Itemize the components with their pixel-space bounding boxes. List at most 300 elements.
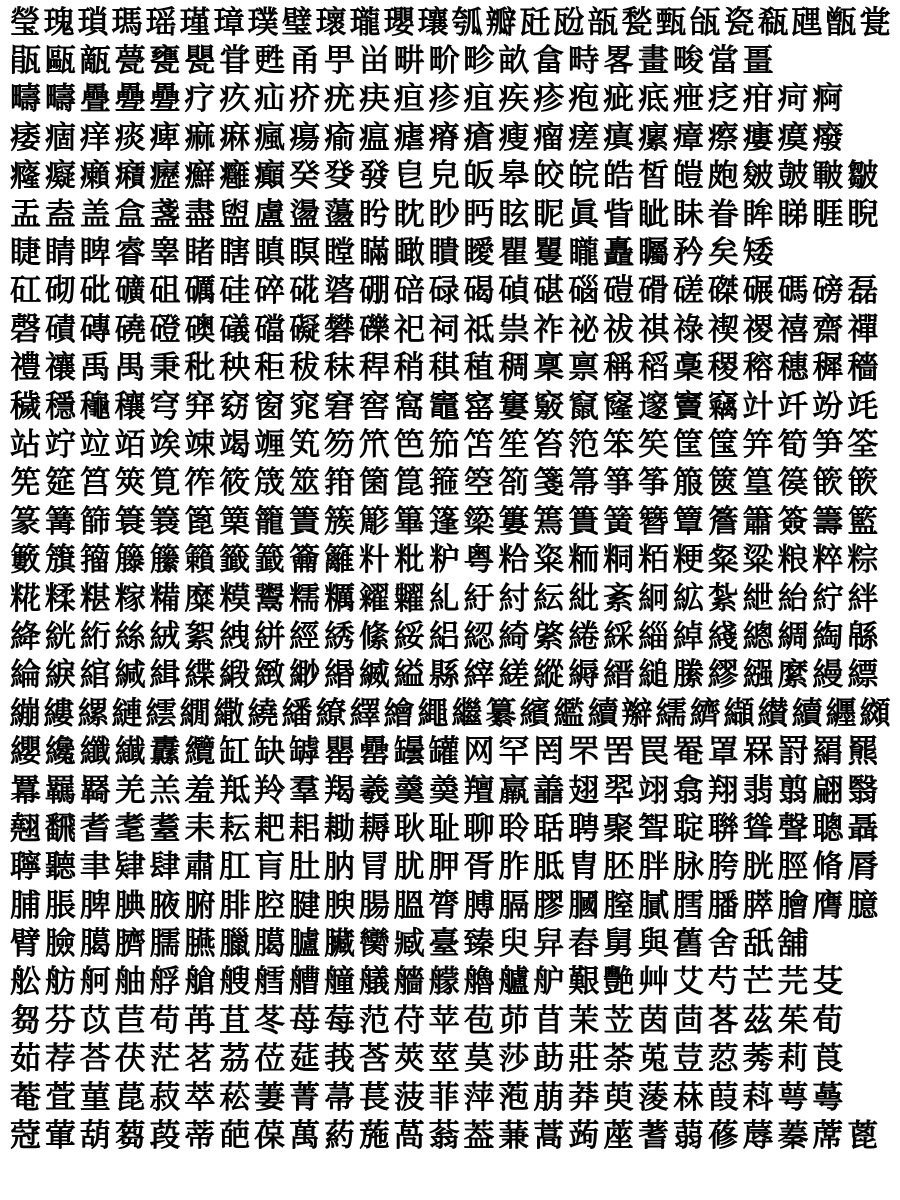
kanji-glyph: 舍	[707, 926, 739, 963]
kanji-glyph: 菲	[428, 1079, 460, 1116]
kanji-glyph: 筝	[637, 465, 669, 502]
kanji-glyph: 痿	[9, 119, 41, 156]
kanji-glyph: 籔	[9, 542, 41, 579]
kanji-glyph: 菻	[672, 1079, 704, 1116]
kanji-glyph: 茣	[463, 1041, 495, 1078]
kanji-glyph: 莅	[254, 1041, 286, 1078]
kanji-glyph: 磅	[812, 273, 844, 310]
kanji-glyph: 膰	[707, 887, 739, 924]
kanji-glyph: 筬	[254, 465, 286, 502]
kanji-glyph: 譱	[533, 772, 565, 809]
kanji-glyph: 睹	[184, 235, 216, 272]
kanji-glyph: 竝	[79, 426, 111, 463]
kanji-glyph: 罨	[672, 734, 704, 771]
kanji-glyph: 臺	[428, 926, 460, 963]
kanji-glyph: 蒭	[114, 1118, 146, 1155]
kanji-glyph: 筰	[184, 465, 216, 502]
kanji-glyph: 萍	[463, 1079, 495, 1116]
kanji-glyph: 礒	[219, 311, 251, 348]
kanji-glyph: 眦	[637, 196, 669, 233]
kanji-glyph: 篦	[184, 503, 216, 540]
kanji-glyph: 綯	[812, 618, 844, 655]
kanji-glyph: 瓔	[383, 4, 415, 41]
kanji-glyph: 龝	[79, 388, 111, 425]
kanji-glyph: 皚	[672, 158, 704, 195]
kanji-glyph: 秧	[219, 350, 251, 387]
kanji-glyph: 礫	[358, 311, 390, 348]
kanji-glyph: 糯	[289, 580, 321, 617]
kanji-glyph: 眤	[533, 196, 565, 233]
kanji-glyph: 礪	[184, 273, 216, 310]
kanji-glyph: 瓖	[417, 4, 449, 41]
kanji-glyph: 畣	[533, 43, 565, 80]
kanji-glyph: 茆	[498, 1002, 530, 1039]
glyph-row	[8, 426, 892, 464]
kanji-glyph: 篩	[79, 503, 111, 540]
kanji-glyph: 縢	[672, 657, 704, 694]
kanji-glyph: 笆	[393, 426, 425, 463]
kanji-glyph: 疊	[79, 81, 111, 118]
kanji-glyph: 緤	[184, 657, 216, 694]
kanji-glyph: 矗	[603, 235, 635, 272]
kanji-glyph: 瓣	[485, 4, 517, 41]
kanji-glyph: 羸	[498, 772, 530, 809]
kanji-glyph: 礙	[289, 311, 321, 348]
kanji-glyph: 羆	[847, 734, 879, 771]
kanji-glyph: 糀	[9, 580, 41, 617]
kanji-glyph: 耄	[114, 810, 146, 847]
kanji-glyph: 矼	[9, 273, 41, 310]
kanji-glyph: 腸	[358, 887, 390, 924]
kanji-glyph: 葮	[149, 1118, 181, 1155]
kanji-glyph: 聰	[812, 810, 844, 847]
kanji-glyph: 篏	[847, 465, 879, 502]
kanji-glyph: 礑	[254, 311, 286, 348]
kanji-glyph: 竦	[184, 426, 216, 463]
kanji-glyph: 糘	[114, 580, 146, 617]
kanji-glyph: 罧	[742, 734, 774, 771]
kanji-glyph: 蘯	[323, 196, 355, 233]
glyph-row	[8, 234, 892, 272]
kanji-glyph: 疴	[777, 81, 809, 118]
kanji-glyph: 礦	[114, 273, 146, 310]
kanji-glyph: 莊	[568, 1041, 600, 1078]
kanji-glyph: 瞠	[323, 235, 355, 272]
kanji-glyph: 蓆	[812, 1118, 844, 1155]
kanji-glyph: 筺	[707, 426, 739, 463]
kanji-glyph: 耡	[323, 810, 355, 847]
kanji-glyph: 疱	[568, 81, 600, 118]
kanji-glyph: 苻	[393, 1002, 425, 1039]
kanji-glyph: 篶	[533, 503, 565, 540]
kanji-glyph: 矜	[672, 235, 704, 272]
kanji-glyph: 聟	[637, 810, 669, 847]
kanji-glyph: 臾	[498, 926, 530, 963]
kanji-glyph: 繧	[145, 695, 177, 732]
kanji-glyph: 聊	[463, 810, 495, 847]
kanji-glyph: 竄	[568, 388, 600, 425]
kanji-glyph: 疹	[428, 81, 460, 118]
kanji-glyph: 眥	[603, 196, 635, 233]
kanji-glyph: 膤	[672, 887, 704, 924]
kanji-glyph: 聳	[742, 810, 774, 847]
kanji-glyph: 瑣	[77, 4, 109, 41]
kanji-glyph: 耨	[358, 810, 390, 847]
kanji-glyph: 籬	[323, 542, 355, 579]
kanji-glyph: 籌	[812, 503, 844, 540]
kanji-glyph: 糶	[393, 580, 425, 617]
kanji-glyph: 疣	[323, 81, 355, 118]
kanji-glyph: 縻	[777, 657, 809, 694]
kanji-glyph: 莚	[289, 1041, 321, 1078]
kanji-glyph: 糺	[428, 580, 460, 617]
kanji-glyph: 皓	[603, 158, 635, 195]
kanji-glyph: 葩	[219, 1118, 251, 1155]
kanji-glyph: 羮	[428, 772, 460, 809]
kanji-glyph: 瘥	[568, 119, 600, 156]
kanji-glyph: 蒄	[9, 1118, 41, 1155]
kanji-glyph: 盒	[114, 196, 146, 233]
kanji-glyph: 繪	[383, 695, 415, 732]
kanji-glyph: 聚	[603, 810, 635, 847]
kanji-glyph: 箒	[568, 465, 600, 502]
kanji-glyph: 穽	[184, 388, 216, 425]
kanji-glyph: 畍	[428, 43, 460, 80]
kanji-glyph: 臟	[323, 926, 355, 963]
kanji-glyph: 莎	[498, 1041, 530, 1078]
kanji-glyph: 疹	[533, 81, 565, 118]
kanji-glyph: 纓	[9, 734, 41, 771]
kanji-glyph: 臉	[44, 926, 76, 963]
kanji-glyph: 盍	[44, 196, 76, 233]
kanji-glyph: 粢	[533, 542, 565, 579]
kanji-glyph: 瞑	[289, 235, 321, 272]
kanji-glyph: 瑪	[111, 4, 143, 41]
kanji-glyph: 矣	[707, 235, 739, 272]
kanji-glyph: 籐	[114, 542, 146, 579]
kanji-glyph: 磆	[637, 273, 669, 310]
kanji-glyph: 禪	[847, 311, 879, 348]
kanji-glyph: 甋	[79, 43, 111, 80]
kanji-glyph: 羝	[219, 772, 251, 809]
kanji-glyph: 翔	[707, 772, 739, 809]
kanji-glyph: 蓙	[603, 1118, 635, 1155]
kanji-glyph: 硴	[289, 273, 321, 310]
kanji-glyph: 萪	[742, 1079, 774, 1116]
kanji-glyph: 聹	[9, 849, 41, 886]
kanji-glyph: 荼	[603, 1041, 635, 1078]
kanji-glyph: 稙	[463, 350, 495, 387]
kanji-glyph: 紕	[568, 580, 600, 617]
kanji-glyph: 筮	[289, 465, 321, 502]
glyph-row	[8, 657, 892, 695]
kanji-glyph: 脹	[44, 887, 76, 924]
kanji-glyph: 緇	[637, 618, 669, 655]
kanji-glyph: 籵	[358, 542, 390, 579]
kanji-glyph: 蒂	[184, 1118, 216, 1155]
kanji-glyph: 縣	[428, 657, 460, 694]
kanji-glyph: 瞿	[498, 235, 530, 272]
kanji-glyph: 舮	[533, 964, 565, 1001]
kanji-glyph: 羣	[289, 772, 321, 809]
kanji-glyph: 絆	[847, 580, 879, 617]
kanji-glyph: 癧	[149, 158, 181, 195]
glyph-row	[8, 503, 892, 541]
kanji-glyph: 篳	[393, 503, 425, 540]
kanji-glyph: 眇	[428, 196, 460, 233]
kanji-glyph: 簓	[358, 503, 390, 540]
kanji-glyph: 箙	[672, 465, 704, 502]
kanji-glyph: 稱	[603, 350, 635, 387]
kanji-glyph: 莽	[568, 1079, 600, 1116]
kanji-glyph: 眈	[393, 196, 425, 233]
glyph-row	[8, 695, 892, 733]
kanji-glyph: 蓐	[742, 1118, 774, 1155]
glyph-row	[8, 1117, 892, 1155]
kanji-glyph: 禺	[114, 350, 146, 387]
kanji-glyph: 笶	[637, 426, 669, 463]
kanji-glyph: 縷	[43, 695, 75, 732]
kanji-glyph: 簫	[742, 503, 774, 540]
kanji-glyph: 稻	[637, 350, 669, 387]
kanji-glyph: 苞	[463, 1002, 495, 1039]
kanji-glyph: 笘	[463, 426, 495, 463]
kanji-glyph: 瘴	[672, 119, 704, 156]
kanji-glyph: 穰	[114, 388, 146, 425]
kanji-glyph: 祀	[393, 311, 425, 348]
kanji-glyph: 簪	[637, 503, 669, 540]
kanji-glyph: 芫	[777, 964, 809, 1001]
kanji-glyph: 籖	[254, 542, 286, 579]
kanji-glyph: 艸	[637, 964, 669, 1001]
glyph-row	[8, 1002, 892, 1040]
kanji-glyph: 菴	[9, 1079, 41, 1116]
kanji-glyph: 繙	[281, 695, 313, 732]
kanji-glyph: 葹	[358, 1118, 390, 1155]
kanji-glyph: 肆	[149, 849, 181, 886]
kanji-glyph: 紜	[533, 580, 565, 617]
kanji-glyph: 盖	[79, 196, 111, 233]
kanji-glyph: 畛	[463, 43, 495, 80]
kanji-glyph: 蒻	[672, 1118, 704, 1155]
kanji-glyph: 縱	[533, 657, 565, 694]
kanji-glyph: 萵	[393, 1118, 425, 1155]
kanji-glyph: 皈	[463, 158, 495, 195]
glyph-row	[8, 350, 892, 388]
kanji-glyph: 紂	[498, 580, 530, 617]
kanji-glyph: 睨	[847, 196, 879, 233]
kanji-glyph: 萃	[184, 1079, 216, 1116]
kanji-glyph: 笋	[812, 426, 844, 463]
kanji-glyph: 葭	[707, 1079, 739, 1116]
kanji-glyph: 籃	[847, 503, 879, 540]
kanji-glyph: 羚	[254, 772, 286, 809]
kanji-glyph: 膠	[533, 887, 565, 924]
kanji-glyph: 瞹	[463, 235, 495, 272]
kanji-glyph: 芬	[44, 1002, 76, 1039]
kanji-glyph: 簽	[777, 503, 809, 540]
kanji-glyph: 縋	[637, 657, 669, 694]
kanji-glyph: 葆	[254, 1118, 286, 1155]
kanji-glyph: 疳	[742, 81, 774, 118]
kanji-glyph: 茗	[184, 1041, 216, 1078]
kanji-glyph: 綢	[777, 618, 809, 655]
kanji-glyph: 疵	[603, 81, 635, 118]
kanji-glyph: 綮	[533, 618, 565, 655]
kanji-glyph: 瓹	[9, 43, 41, 80]
kanji-glyph: 籠	[254, 503, 286, 540]
kanji-glyph: 茹	[9, 1041, 41, 1078]
kanji-glyph: 簑	[114, 503, 146, 540]
kanji-glyph: 荅	[79, 1041, 111, 1078]
kanji-glyph: 畺	[742, 43, 774, 80]
kanji-glyph: 禝	[742, 311, 774, 348]
kanji-glyph: 甞	[219, 43, 251, 80]
kanji-glyph: 痲	[184, 119, 216, 156]
kanji-glyph: 艢	[393, 964, 425, 1001]
kanji-glyph: 皎	[533, 158, 565, 195]
kanji-glyph: 禀	[568, 350, 600, 387]
kanji-glyph: 糢	[219, 580, 251, 617]
kanji-glyph: 甼	[323, 43, 355, 80]
kanji-glyph: 菘	[219, 1079, 251, 1116]
kanji-glyph: 紵	[812, 580, 844, 617]
kanji-glyph: 瑰	[43, 4, 75, 41]
kanji-glyph: 疚	[219, 81, 251, 118]
kanji-glyph: 苡	[79, 1002, 111, 1039]
glyph-row	[8, 925, 892, 963]
kanji-glyph: 秉	[149, 350, 181, 387]
kanji-glyph: 臈	[254, 926, 286, 963]
kanji-glyph: 皋	[498, 158, 530, 195]
kanji-glyph: 砠	[149, 273, 181, 310]
kanji-glyph: 繽	[519, 695, 551, 732]
kanji-glyph: 簟	[672, 503, 704, 540]
kanji-glyph: 縅	[358, 657, 390, 694]
kanji-glyph: 蕚	[812, 1079, 844, 1116]
kanji-glyph: 繩	[417, 695, 449, 732]
kanji-glyph: 穉	[812, 350, 844, 387]
kanji-glyph: 瓻	[757, 4, 789, 41]
kanji-glyph: 萬	[289, 1118, 321, 1155]
kanji-glyph: 舫	[44, 964, 76, 1001]
kanji-glyph: 砌	[44, 273, 76, 310]
kanji-glyph: 繼	[451, 695, 483, 732]
kanji-glyph: 疷	[637, 81, 669, 118]
kanji-glyph: 舳	[114, 964, 146, 1001]
kanji-glyph: 縟	[568, 657, 600, 694]
kanji-glyph: 舁	[533, 926, 565, 963]
kanji-glyph: 盪	[289, 196, 321, 233]
kanji-glyph: 簀	[289, 503, 321, 540]
kanji-glyph: 瓷	[723, 4, 755, 41]
kanji-glyph: 胥	[463, 849, 495, 886]
kanji-glyph: 耙	[254, 810, 286, 847]
kanji-glyph: 胙	[498, 849, 530, 886]
kanji-glyph: 翳	[847, 772, 879, 809]
kanji-glyph: 瞎	[219, 235, 251, 272]
kanji-glyph: 祕	[568, 311, 600, 348]
kanji-glyph: 篏	[812, 465, 844, 502]
kanji-glyph: 箘	[358, 465, 390, 502]
kanji-glyph: 綸	[9, 657, 41, 694]
kanji-glyph: 睫	[9, 235, 41, 272]
kanji-glyph: 纜	[184, 734, 216, 771]
kanji-glyph: 翕	[672, 772, 704, 809]
kanji-glyph: 眸	[742, 196, 774, 233]
kanji-glyph: 簗	[463, 503, 495, 540]
kanji-glyph: 苒	[184, 1002, 216, 1039]
kanji-glyph: 臠	[358, 926, 390, 963]
kanji-glyph: 甃	[621, 4, 653, 41]
kanji-glyph: 粫	[568, 542, 600, 579]
kanji-glyph: 臻	[463, 926, 495, 963]
kanji-glyph: 膺	[812, 887, 844, 924]
kanji-glyph: 艘	[219, 964, 251, 1001]
kanji-glyph: 耘	[219, 810, 251, 847]
kanji-glyph: 膾	[777, 887, 809, 924]
kanji-glyph: 皷	[777, 158, 809, 195]
kanji-glyph: 筍	[777, 426, 809, 463]
kanji-glyph: 茵	[637, 1002, 669, 1039]
kanji-glyph: 綟	[44, 657, 76, 694]
kanji-glyph: 冐	[358, 849, 390, 886]
kanji-glyph: 禊	[707, 311, 739, 348]
kanji-glyph: 禧	[777, 311, 809, 348]
kanji-glyph: 磴	[149, 311, 181, 348]
kanji-glyph: 菷	[323, 1079, 355, 1116]
kanji-glyph: 睇	[777, 196, 809, 233]
kanji-glyph: 禹	[79, 350, 111, 387]
kanji-glyph: 磑	[603, 273, 635, 310]
kanji-glyph: 綏	[393, 618, 425, 655]
kanji-glyph: 筥	[79, 465, 111, 502]
kanji-glyph: 眛	[672, 196, 704, 233]
kanji-glyph: 臈	[79, 926, 111, 963]
kanji-glyph: 膊	[463, 887, 495, 924]
kanji-glyph: 罅	[289, 734, 321, 771]
kanji-glyph: 磬	[9, 311, 41, 348]
kanji-glyph: 疽	[463, 81, 495, 118]
kanji-glyph: 腔	[254, 887, 286, 924]
kanji-glyph: 菠	[393, 1079, 425, 1116]
kanji-glyph: 膵	[742, 887, 774, 924]
kanji-glyph: 秣	[323, 350, 355, 387]
kanji-glyph: 縺	[111, 695, 143, 732]
kanji-glyph: 磽	[114, 311, 146, 348]
kanji-glyph: 盧	[254, 196, 286, 233]
kanji-glyph: 邃	[637, 388, 669, 425]
kanji-glyph: 苹	[428, 1002, 460, 1039]
kanji-glyph: 秡	[289, 350, 321, 387]
kanji-glyph: 盞	[149, 196, 181, 233]
kanji-glyph: 箍	[428, 465, 460, 502]
kanji-glyph: 痺	[149, 119, 181, 156]
kanji-glyph: 胛	[428, 849, 460, 886]
kanji-glyph: 肬	[393, 849, 425, 886]
kanji-glyph: 舅	[603, 926, 635, 963]
kanji-glyph: 瑶	[145, 4, 177, 41]
kanji-glyph: 聢	[672, 810, 704, 847]
kanji-glyph: 鬻	[254, 580, 286, 617]
kanji-glyph: 舊	[672, 926, 704, 963]
kanji-glyph: 膩	[637, 887, 669, 924]
kanji-glyph: 芒	[742, 964, 774, 1001]
kanji-glyph: 縵	[812, 657, 844, 694]
kanji-glyph: 菽	[149, 1079, 181, 1116]
kanji-glyph: 笊	[358, 426, 390, 463]
kanji-glyph: 疉	[114, 81, 146, 118]
